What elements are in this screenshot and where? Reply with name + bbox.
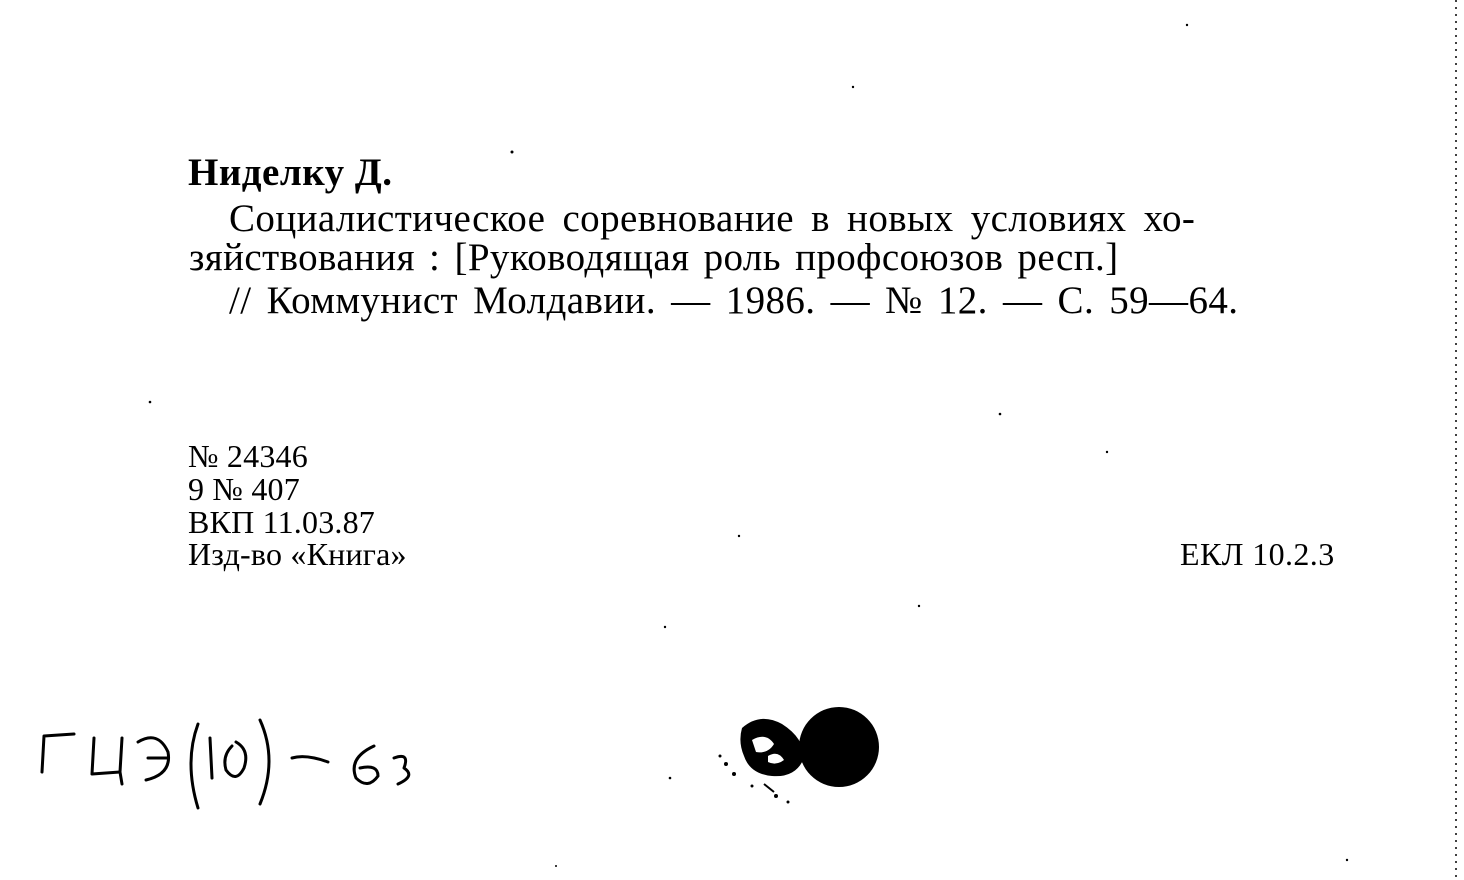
classification-code: ЕКЛ 10.2.3 bbox=[1180, 536, 1335, 572]
card-edge bbox=[1448, 0, 1464, 880]
handwritten-shelfmark bbox=[38, 712, 438, 822]
title-line-1: Социалистическое соревнование в новых условиях хо- bbox=[229, 197, 1196, 240]
ink-blot-icon bbox=[712, 694, 892, 814]
publisher: Изд-во «Книга» bbox=[188, 536, 407, 572]
author-name: Ниделку Д. bbox=[188, 151, 393, 194]
issue-number: 9 № 407 bbox=[188, 471, 300, 507]
source-citation: // Коммунист Молдавии. — 1986. — № 12. — С. 59—64. bbox=[229, 279, 1239, 322]
record-number: № 24346 bbox=[188, 438, 308, 474]
title-line-2: зяйствования : [Руководящая роль профсоюзов респ.] bbox=[189, 236, 1119, 279]
vkp-date: ВКП 11.03.87 bbox=[188, 504, 376, 540]
